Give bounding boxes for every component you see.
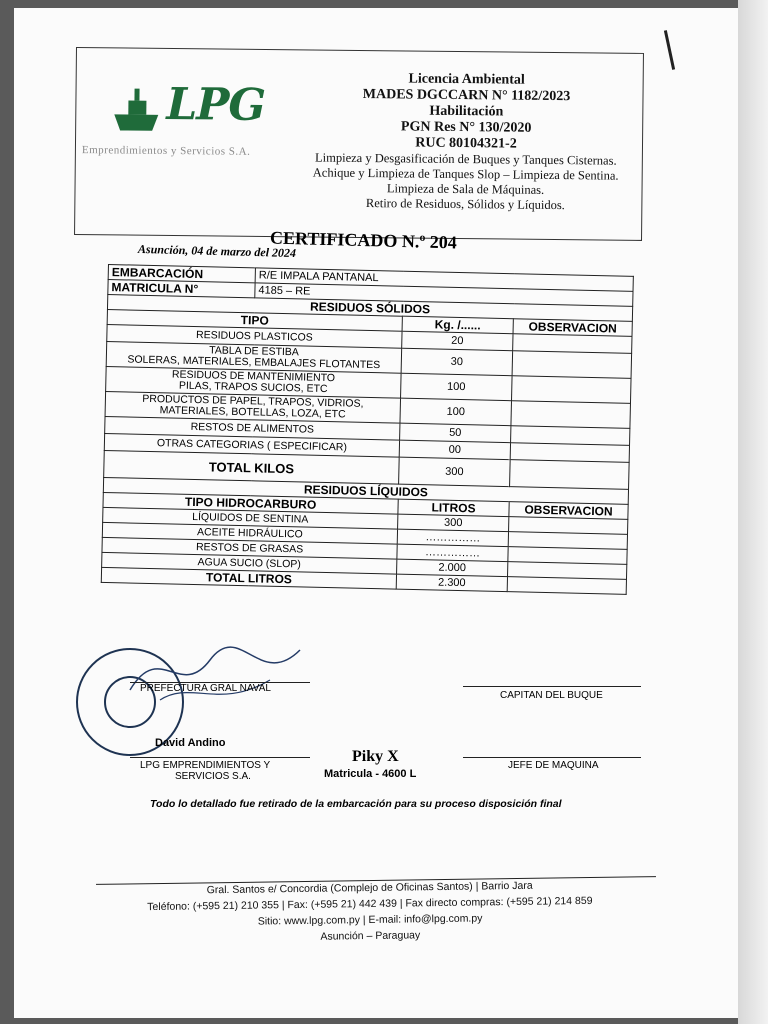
- solidos-total-value: 300: [399, 457, 511, 487]
- liquidos-litros: ……………: [397, 544, 508, 562]
- footer-phone: Teléfono: (+595 21) 210 355 | Fax: (+595 21) 442 439 | Fax directo compras: (+595 21) 214 859: [147, 894, 593, 914]
- solidos-kg: 50: [400, 423, 511, 443]
- solidos-total-label: TOTAL KILOS: [104, 450, 400, 484]
- solidos-tipo: RESIDUOS PLASTICOS: [107, 324, 402, 348]
- piky-matricula: Matricula - 4600 L: [324, 768, 417, 780]
- signature-line: [130, 757, 310, 758]
- liquidos-title: RESIDUOS LÍQUIDOS: [103, 477, 628, 504]
- signature-line: [463, 686, 641, 687]
- letterhead-box: [74, 47, 644, 241]
- ship-icon: [106, 78, 167, 139]
- solidos-tipo: OTRAS CATEGORIAS ( ESPECIFICAR): [104, 433, 399, 457]
- matricula-label: MATRICULA N°: [108, 280, 255, 298]
- letterhead-line: Licencia Ambiental: [408, 71, 525, 88]
- letterhead-line: MADES DGCCARN N° 1182/2023: [362, 87, 571, 105]
- letterhead-line: Retiro de Residuos, Sólidos y Líquidos.: [365, 196, 565, 213]
- company-logo: [106, 78, 307, 140]
- liquidos-tipo: AGUA SUCIO (SLOP): [102, 552, 397, 574]
- liquidos-col-obs: OBSERVACION: [509, 502, 628, 520]
- signature-scribble: [120, 630, 320, 720]
- liquidos-litros: ……………: [397, 529, 508, 547]
- signer-name: David Andino: [155, 737, 226, 749]
- embarcacion-value: R/E IMPALA PANTANAL: [255, 268, 633, 292]
- observacion-cell: [511, 401, 631, 429]
- logo-wordmark: LPG: [166, 78, 266, 131]
- solidos-kg: 100: [401, 373, 513, 401]
- liquidos-litros: 300: [398, 514, 509, 532]
- letterhead-line: RUC 80104321-2: [415, 135, 517, 152]
- embarcacion-label: EMBARCACIÓN: [108, 265, 255, 283]
- prefectura-label: PREFECTURA GRAL NAVAL: [140, 683, 271, 694]
- final-note: Todo lo detallado fue retirado de la embarcación para su proceso disposición final: [150, 798, 562, 810]
- waste-table: [101, 264, 634, 595]
- liquidos-col-litros: LITROS: [398, 499, 509, 517]
- liquidos-tipo: LÍQUIDOS DE SENTINA: [103, 507, 398, 529]
- lpg-label-1: LPG EMPRENDIMIENTOS Y: [140, 760, 271, 771]
- matricula-value: 4185 – RE: [255, 283, 633, 307]
- solidos-tipo: PRODUCTOS DE PAPEL, TRAPOS, VIDRIOS, MATERIALES, BOTELLAS, LOZA, ETC: [105, 391, 400, 423]
- letterhead-info: [295, 70, 636, 214]
- liquidos-litros: 2.000: [397, 559, 508, 577]
- solidos-col-obs: OBSERVACION: [513, 319, 632, 337]
- observacion-cell: [512, 351, 632, 379]
- piky-name: Piky X: [352, 748, 399, 765]
- solidos-col-tipo: TIPO: [107, 309, 402, 331]
- footer: [90, 876, 651, 948]
- solidos-tipo: RESTOS DE ALIMENTOS: [105, 416, 400, 440]
- solidos-tipo: TABLA DE ESTIBA SOLERAS, MATERIALES, EMBALAJES FLOTANTES: [106, 341, 401, 373]
- liquidos-tipo: RESTOS DE GRASAS: [102, 537, 397, 559]
- footer-address: Gral. Santos e/ Concordia (Complejo de Oficinas Santos) | Barrio Jara: [206, 879, 533, 897]
- signature-line: [463, 757, 641, 758]
- observacion-cell: [512, 376, 632, 404]
- certificate-date: Asunción, 04 de marzo del 2024: [137, 241, 297, 261]
- solidos-kg: 30: [401, 348, 513, 376]
- solidos-col-kg: Kg. /......: [402, 316, 513, 334]
- capitan-label: CAPITAN DEL BUQUE: [500, 690, 603, 701]
- lpg-label-2: SERVICIOS S.A.: [175, 771, 251, 782]
- liquidos-total-value: 2.300: [396, 574, 507, 592]
- letterhead-line: PGN Res N° 130/2020: [400, 119, 532, 136]
- footer-web: Sitio: www.lpg.com.py | E-mail: info@lpg.com.py: [257, 912, 483, 928]
- page-edge: [738, 0, 768, 1024]
- observacion-cell: [507, 577, 626, 595]
- letterhead-line: Habilitación: [429, 103, 504, 120]
- liquidos-col-tipo: TIPO HIDROCARBURO: [103, 492, 398, 514]
- solidos-kg: 00: [399, 440, 510, 460]
- solidos-kg: 100: [400, 398, 512, 426]
- jefe-label: JEFE DE MAQUINA: [508, 760, 599, 771]
- liquidos-tipo: ACEITE HIDRÁULICO: [102, 522, 397, 544]
- certificate-title: CERTIFICADO N.º 204: [269, 227, 458, 253]
- solidos-title: RESIDUOS SÓLIDOS: [107, 295, 632, 322]
- footer-city: Asunción – Paraguay: [320, 929, 421, 943]
- letterhead-line: Achique y Limpieza de Tanques Slop – Limpieza de Sentina.: [312, 165, 619, 183]
- solidos-kg: 20: [402, 331, 513, 351]
- observacion-cell: [510, 460, 630, 490]
- company-name: Emprendimientos y Servicios S.A.: [81, 144, 251, 158]
- liquidos-total-label: TOTAL LITROS: [101, 567, 396, 589]
- letterhead-line: Limpieza y Desgasificación de Buques y Tanques Cisternas.: [314, 150, 617, 168]
- solidos-tipo: RESIDUOS DE MANTENIMIENTO PILAS, TRAPOS SUCIOS, ETC: [106, 366, 401, 398]
- letterhead-line: Limpieza de Sala de Máquinas.: [386, 181, 545, 197]
